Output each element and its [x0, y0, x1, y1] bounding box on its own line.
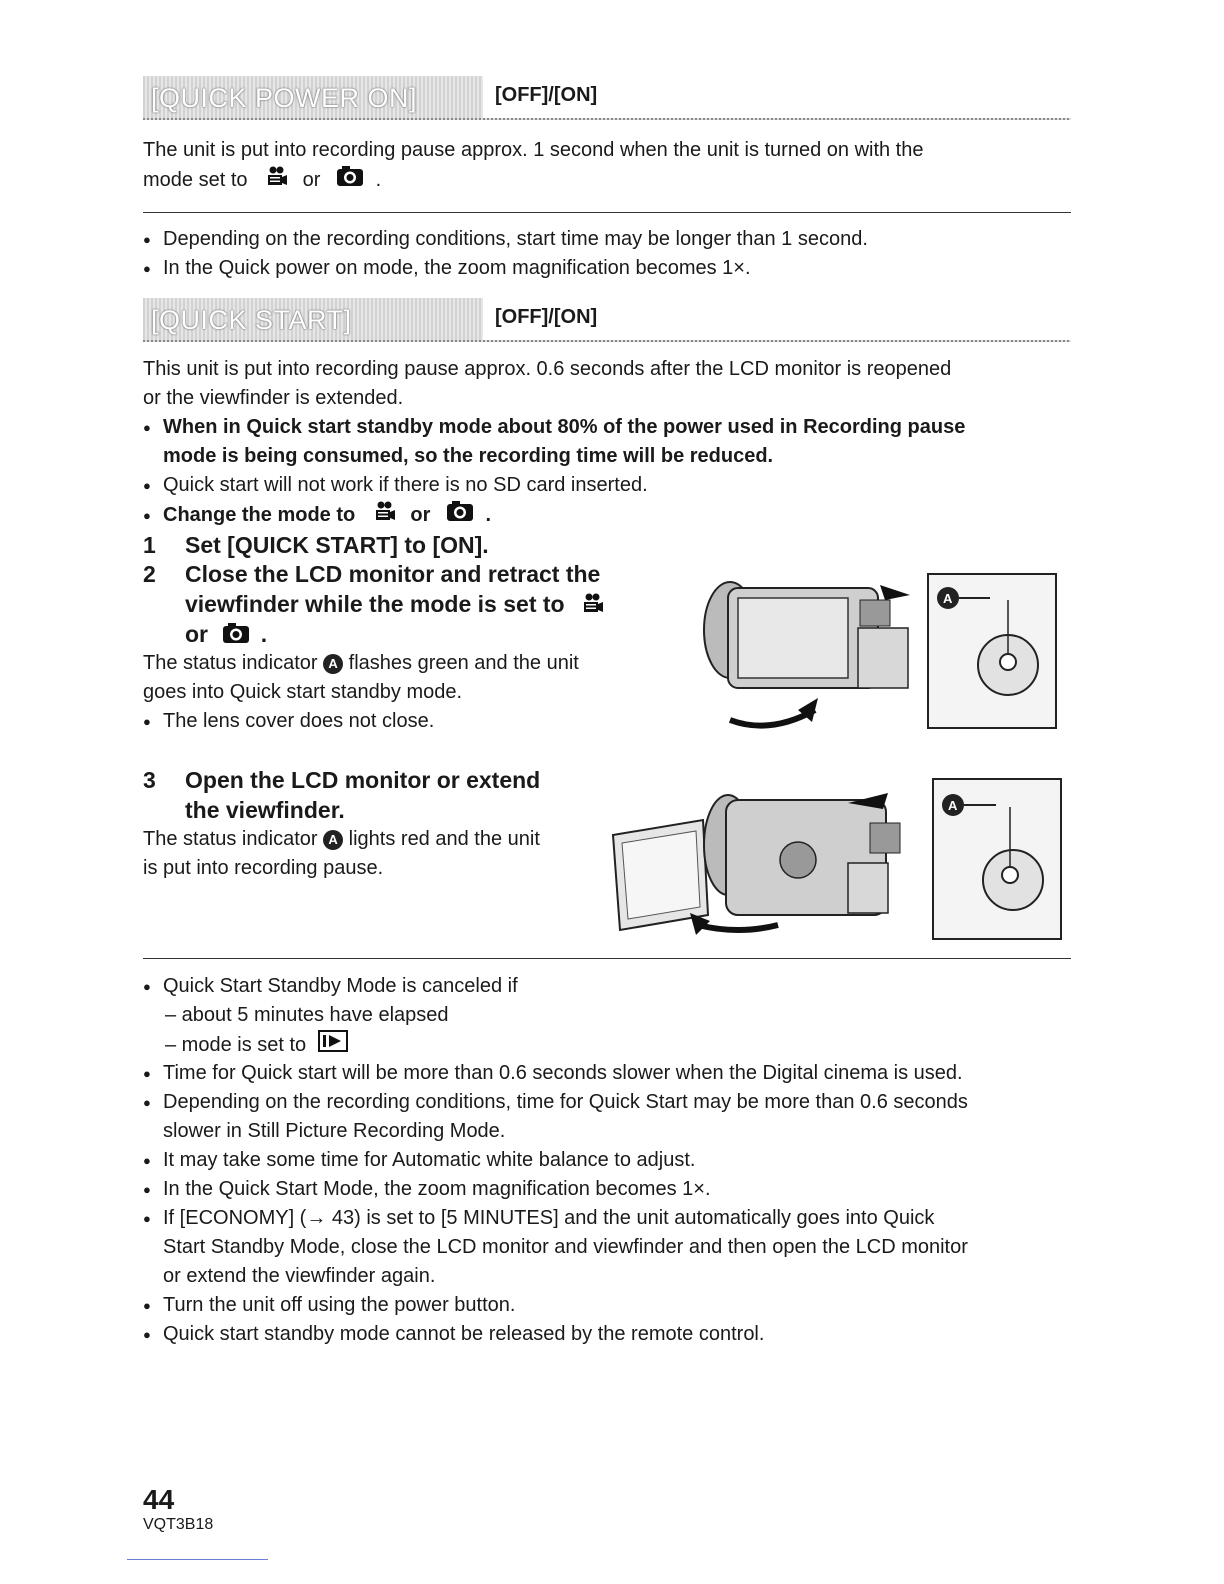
battery	[848, 863, 888, 913]
step-2-desc-line2: goes into Quick start standby mode.	[143, 681, 463, 703]
camera-icon	[446, 500, 474, 531]
viewfinder	[870, 823, 900, 853]
list-item-text: ● In the Quick power on mode, the zoom magnification becomes 1×.	[163, 254, 751, 283]
document-code: VQT3B18	[143, 1516, 214, 1533]
status-indicator	[1002, 867, 1018, 883]
step-2-line3	[185, 619, 267, 651]
header-rule	[143, 340, 1071, 342]
step-1-text: Set [QUICK START] to [ON].	[185, 532, 489, 558]
lcd-closed	[738, 598, 848, 678]
header-rule	[143, 118, 1071, 120]
list-item-text: ● Depending on the recording conditions, time for Quick Start may be more than 0.6 seconds	[163, 1088, 968, 1117]
list-item-change-mode	[163, 500, 491, 531]
status-indicator	[1000, 654, 1016, 670]
playback-icon	[318, 1030, 348, 1061]
text: flashes green and the unit	[348, 652, 579, 674]
paragraph-mode-line	[143, 165, 381, 196]
section-title: [QUICK POWER ON]	[143, 76, 483, 120]
step-3-line2: the viewfinder.	[185, 797, 345, 823]
list-item-text: ● Quick start will not work if there is no SD card inserted.	[163, 471, 648, 500]
text: ● Change the mode to	[163, 501, 355, 530]
step-1-number: 1	[143, 532, 156, 558]
list-item	[163, 707, 434, 736]
list-item	[163, 254, 751, 283]
camcorder-open-illustration	[608, 775, 1063, 945]
camera-icon	[222, 621, 250, 651]
step-2-number: 2	[143, 561, 156, 587]
list-item-text: ● In the Quick Start Mode, the zoom magnification becomes 1×.	[163, 1175, 711, 1204]
list-item	[163, 1059, 963, 1088]
video-camera-icon	[373, 500, 395, 531]
text: – mode is set to	[165, 1033, 307, 1056]
list-item	[163, 1146, 695, 1175]
camcorder-closed-illustration	[690, 570, 1060, 740]
speaker-grille	[780, 842, 816, 878]
warning-text-cont: mode is being consumed, so the recording time will be reduced.	[163, 445, 774, 467]
indicator-a-icon: A	[323, 830, 343, 850]
list-item-text: ● It may take some time for Automatic white balance to adjust.	[163, 1146, 695, 1175]
rotation-arrow	[698, 925, 778, 930]
text: The status indicator	[143, 652, 318, 674]
step-3-desc	[143, 825, 540, 854]
sub-item	[165, 1030, 348, 1061]
camera-icon	[336, 165, 364, 196]
step-3-number: 3	[143, 767, 156, 793]
paragraph: or the viewfinder is extended.	[143, 387, 404, 409]
paragraph: The unit is put into recording pause approx. 1 second when the unit is turned on with the	[143, 139, 924, 161]
text: The status indicator	[143, 828, 318, 850]
step-2-desc	[143, 649, 579, 678]
step-3-desc-line2: is put into recording pause.	[143, 857, 384, 879]
list-item	[163, 972, 518, 1001]
sub-item: – about 5 minutes have elapsed	[165, 1004, 449, 1026]
list-item-text: ● The lens cover does not close.	[163, 707, 434, 736]
list-item	[163, 1204, 934, 1233]
page-number: 44	[143, 1484, 175, 1515]
footer-line	[127, 1559, 268, 1560]
list-item	[163, 1320, 764, 1349]
section-header-quick-power-on	[143, 76, 1071, 120]
lcd-screen	[622, 831, 700, 919]
text: or	[302, 168, 321, 191]
list-item-cont: Start Standby Mode, close the LCD monitor and viewfinder and then open the LCD monitor	[163, 1236, 968, 1258]
list-item-text: ● Depending on the recording conditions, start time may be longer than 1 second.	[163, 225, 868, 254]
text: mode set to	[143, 168, 248, 191]
list-item	[163, 471, 648, 500]
step-3-line1: Open the LCD monitor or extend	[185, 767, 541, 793]
text: lights red and the unit	[348, 828, 540, 850]
section-options: [OFF]/[ON]	[495, 306, 598, 328]
list-item-text: ● Time for Quick start will be more than 0.6 seconds slower when the Digital cinema is used.	[163, 1059, 963, 1088]
video-camera-icon	[581, 591, 603, 621]
warning-item	[163, 413, 965, 442]
paragraph: This unit is put into recording pause approx. 0.6 seconds after the LCD monitor is reopened	[143, 358, 952, 380]
list-item	[163, 1088, 968, 1117]
section-header-quick-start	[143, 298, 1071, 342]
section-options: [OFF]/[ON]	[495, 84, 598, 106]
list-item-text: ● Turn the unit off using the power button.	[163, 1291, 515, 1320]
list-item-text: ● Quick Start Standby Mode is canceled if	[163, 972, 518, 1001]
list-item-cont: slower in Still Picture Recording Mode.	[163, 1120, 506, 1142]
list-item	[163, 225, 868, 254]
step-2-line2	[185, 589, 603, 621]
indicator-a-icon: A	[323, 654, 343, 674]
section-title: [QUICK START]	[143, 298, 483, 342]
battery	[858, 628, 908, 688]
text: or	[410, 503, 431, 526]
text: .	[485, 503, 492, 526]
list-item-cont: or extend the viewfinder again.	[163, 1265, 436, 1287]
list-item	[163, 1291, 515, 1320]
divider	[143, 212, 1071, 213]
divider	[143, 958, 1071, 959]
list-item	[163, 1175, 711, 1204]
text: .	[260, 621, 268, 647]
viewfinder	[860, 600, 890, 626]
marker-letter: A	[943, 591, 953, 606]
warning-text: ● When in Quick start standby mode about 80% of the power used in Recording pause	[163, 413, 965, 442]
text: .	[375, 168, 382, 191]
step-2-line1: Close the LCD monitor and retract the	[185, 561, 601, 587]
text: viewfinder while the mode is set to	[185, 591, 565, 617]
marker-letter: A	[948, 798, 958, 813]
text: or	[185, 621, 208, 647]
list-item-text: ● If [ECONOMY] (→ 43) is set to [5 MINUTES] and the unit automatically goes into Quick	[163, 1204, 934, 1233]
retract-arrow	[880, 585, 910, 600]
list-item-text: ● Quick start standby mode cannot be released by the remote control.	[163, 1320, 764, 1349]
video-camera-icon	[265, 165, 287, 196]
